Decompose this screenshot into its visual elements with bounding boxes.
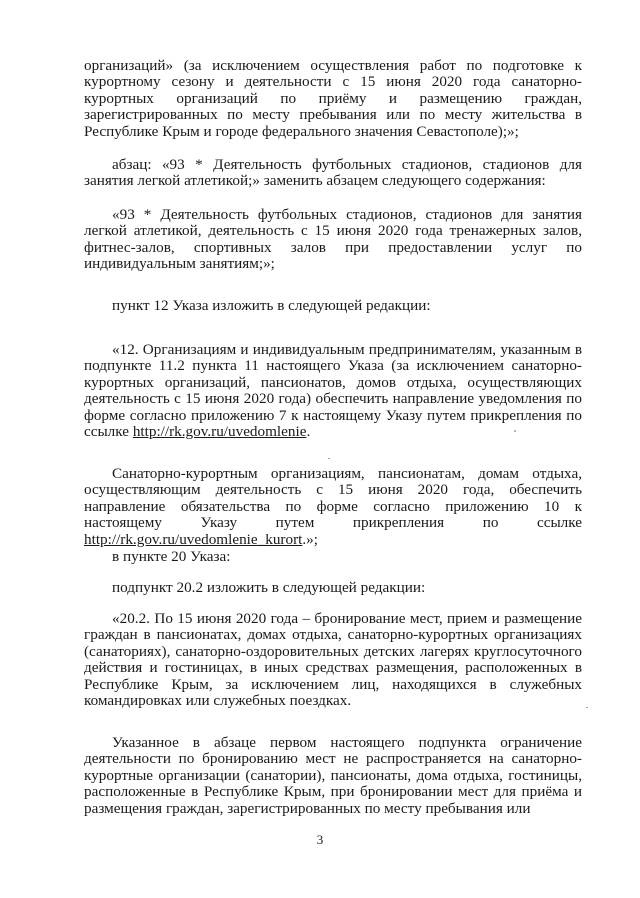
paragraph-sanatorium-obligation bbox=[84, 466, 582, 548]
scan-speck bbox=[514, 430, 516, 432]
paragraph-sanatorium-end: .»; bbox=[302, 530, 318, 548]
paragraph-quote-12-text: «12. Организациям и индивидуальным предпринимателям, указанным в подпункте 11.2 пункта 11 настоящего Указа (за исключением санаторно-курортных организаций, пансионатов, домов отдыха, осуществляющих деятельность с 15 июня 2020 года) обеспечить направление уведомления по форме согласно приложению 7 к настоящему Указу путем прикрепления по ссылке bbox=[84, 341, 582, 441]
paragraph-quote-12-end: . bbox=[306, 423, 311, 441]
paragraph-punkt-20: в пункте 20 Указа: bbox=[112, 548, 231, 565]
paragraph-quote-20-2: «20.2. По 15 июня 2020 года – бронирование мест, прием и размещение граждан в пансионатах, домах отдыха, санаторно-курортных организациях (санаториях), санаторно-оздоровительных детских лагерях круглосуточного действия и гостиницах, в иных средствах размещения, расположенных в Республике Крым, за исключением лиц, находящихся в служебных командировках или служебных поездках. bbox=[84, 610, 582, 710]
paragraph-restriction: Указанное в абзаце первом настоящего подпункта ограничение деятельности по бронированию мест не распространяется на санаторно-курортные организации (санатории), пансионаты, дома отдыха, гостиницы, расположенные в Республике Крым, при бронировании мест для приёма и размещения граждан, зарегистрированных по месту пребывания или bbox=[84, 734, 582, 817]
paragraph-punkt-12: пункт 12 Указа изложить в следующей редакции: bbox=[112, 297, 431, 314]
page-number: 3 bbox=[316, 832, 324, 847]
paragraph-subpunkt-20-2: подпункт 20.2 изложить в следующей редакции: bbox=[112, 579, 426, 596]
scan-speck bbox=[586, 707, 588, 708]
scan-speck bbox=[328, 458, 330, 459]
paragraph-quote-93: «93 * Деятельность футбольных стадионов, стадионов для занятия легкой атлетикой, деятельность с 15 июня 2020 года тренажерных залов, фитнес-залов, спортивных залов при предоставлении услуг по индивидуальным занятиям;»; bbox=[84, 206, 582, 273]
paragraph-quote-12 bbox=[84, 342, 582, 440]
paragraph-abzac-93: абзац: «93 * Деятельность футбольных стадионов, стадионов для занятия легкой атлетикой;» заменить абзацем следующего содержания: bbox=[84, 156, 582, 190]
link-uvedomlenie[interactable]: http://rk.gov.ru/uvedomlenie bbox=[132, 423, 307, 441]
paragraph-sanatorium-text: Санаторно-курортным организациям, пансионатам, домам отдыха, осуществляющим деятельность с 15 июня 2020 года, обеспечить направление обязательства по форме согласно приложению 10 к настоящему Указу путем прикрепления по ссылке bbox=[84, 465, 582, 532]
paragraph-organizations: организаций» (за исключением осуществления работ по подготовке к курортному сезону и деятельности с 15 июня 2020 года санаторно-курортных организаций по приёму и размещению граждан, зарегистрированных по месту пребывания или по месту жительства в Республике Крым и городе федерального значения Севастополе);»; bbox=[84, 57, 582, 140]
link-uvedomlenie-kurort[interactable]: http://rk.gov.ru/uvedomlenie_kurort bbox=[84, 530, 303, 548]
